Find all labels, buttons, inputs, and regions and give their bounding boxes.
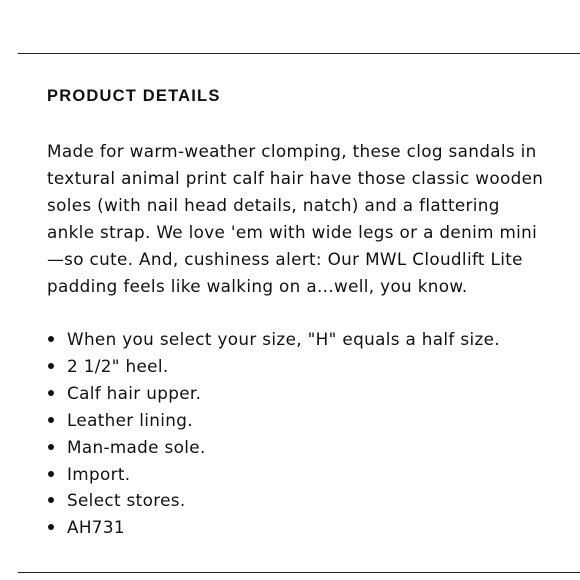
bullet-icon [48, 363, 54, 369]
list-item-text: When you select your size, "H" equals a half size. [67, 329, 500, 349]
list-item [47, 380, 500, 407]
list-item-text: Man-made sole. [67, 436, 206, 457]
bullet-icon [48, 497, 54, 503]
list-item [47, 326, 500, 353]
list-item [47, 353, 500, 380]
list-item [47, 487, 500, 514]
list-item-text: Select stores. [67, 490, 186, 511]
bullet-icon [48, 417, 54, 423]
list-item-text: Calf hair upper. [67, 382, 202, 403]
list-item [47, 407, 500, 434]
bullet-icon [48, 524, 54, 530]
list-item-text: Leather lining. [67, 409, 193, 430]
bottom-divider [18, 572, 580, 573]
bullet-icon [48, 471, 54, 477]
product-description: Made for warm-weather clomping, these clog sandals in textural animal print calf hair have those classic wooden soles (with nail head details, natch) and a flattering ankle strap. We love 'em with wide legs or a denim mini—so cute. And, cushiness alert: Our MWL Cloudlift Lite padding feels like walking on a...well, you know. [47, 141, 544, 296]
bullet-icon [48, 444, 54, 450]
list-item-text: Import. [67, 463, 131, 484]
list-item [47, 434, 500, 461]
list-item [47, 461, 500, 488]
list-item [47, 514, 500, 541]
product-details-list [47, 326, 500, 541]
product-details-heading: PRODUCT DETAILS [47, 87, 221, 105]
top-divider [18, 53, 580, 54]
list-item-text: AH731 [67, 517, 125, 538]
bullet-icon [48, 390, 54, 396]
list-item-text: 2 1/2" heel. [67, 355, 169, 376]
bullet-icon [48, 336, 54, 342]
